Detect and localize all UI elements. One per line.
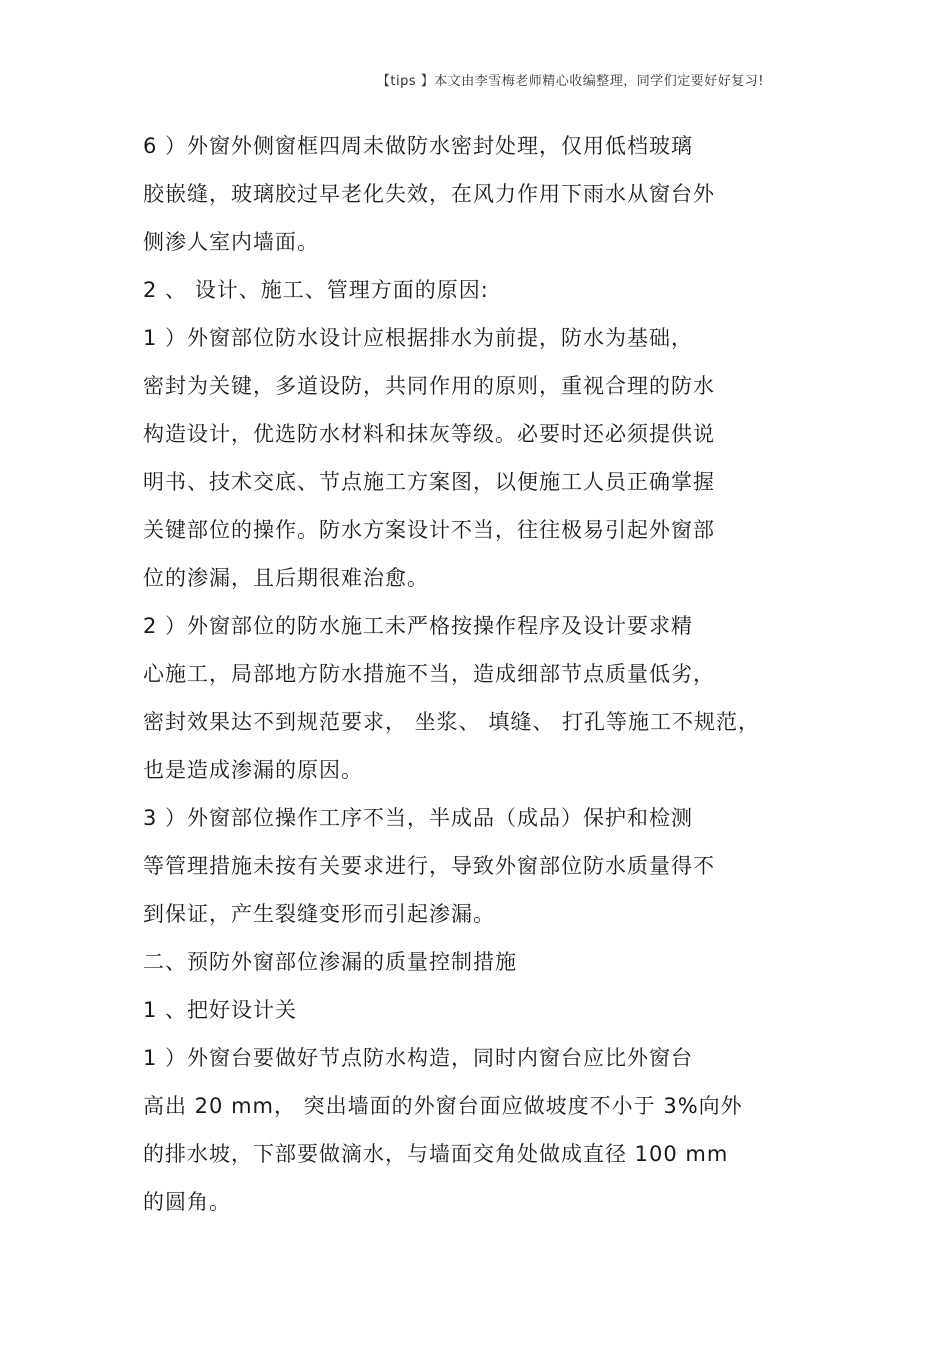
header-tip: 【tips 】本文由李雪梅老师精心收编整理，同学们定要好好复习!: [376, 74, 764, 89]
paragraph-line: 构造设计，优选防水材料和抹灰等级。必要时还必须提供说: [143, 422, 715, 446]
paragraph-line: 也是造成渗漏的原因。: [143, 758, 363, 782]
paragraph-line: 3 ）外窗部位操作工序不当，半成品（成品）保护和检测: [143, 806, 694, 830]
paragraph-line: 的排水坡，下部要做滴水，与墙面交角处做成直径 100 mm: [143, 1142, 729, 1166]
paragraph-line: 明书、技术交底、节点施工方案图，以便施工人员正确掌握: [143, 470, 715, 494]
paragraph-line: 到保证，产生裂缝变形而引起渗漏。: [143, 902, 495, 926]
paragraph-line: 6 ）外窗外侧窗框四周未做防水密封处理，仅用低档玻璃: [143, 134, 694, 158]
section-heading: 2 、 设计、施工、管理方面的原因:: [143, 278, 489, 302]
paragraph-line: 密封为关键，多道设防，共同作用的原则，重视合理的防水: [143, 374, 715, 398]
paragraph-line: 1 ）外窗部位防水设计应根据排水为前提，防水为基础，: [143, 326, 694, 350]
paragraph-line: 高出 20 mm， 突出墙面的外窗台面应做坡度不小于 3%向外: [143, 1094, 743, 1118]
subsection-heading: 1 、把好设计关: [143, 998, 298, 1022]
paragraph-line: 的圆角。: [143, 1190, 231, 1214]
section-heading: 二、预防外窗部位渗漏的质量控制措施: [143, 950, 517, 974]
paragraph-line: 等管理措施未按有关要求进行，导致外窗部位防水质量得不: [143, 854, 715, 878]
paragraph-line: 心施工，局部地方防水措施不当，造成细部节点质量低劣，: [143, 662, 715, 686]
paragraph-line: 胶嵌缝，玻璃胶过早老化失效，在风力作用下雨水从窗台外: [143, 182, 715, 206]
paragraph-line: 关键部位的操作。防水方案设计不当，往往极易引起外窗部: [143, 518, 715, 542]
paragraph-line: 位的渗漏，且后期很难治愈。: [143, 566, 429, 590]
paragraph-line: 密封效果达不到规范要求， 坐浆、 填缝、 打孔等施工不规范，: [143, 710, 761, 734]
paragraph-line: 1 ）外窗台要做好节点防水构造，同时内窗台应比外窗台: [143, 1046, 694, 1070]
paragraph-line: 侧渗人室内墙面。: [143, 230, 319, 254]
paragraph-line: 2 ）外窗部位的防水施工未严格按操作程序及设计要求精: [143, 614, 694, 638]
